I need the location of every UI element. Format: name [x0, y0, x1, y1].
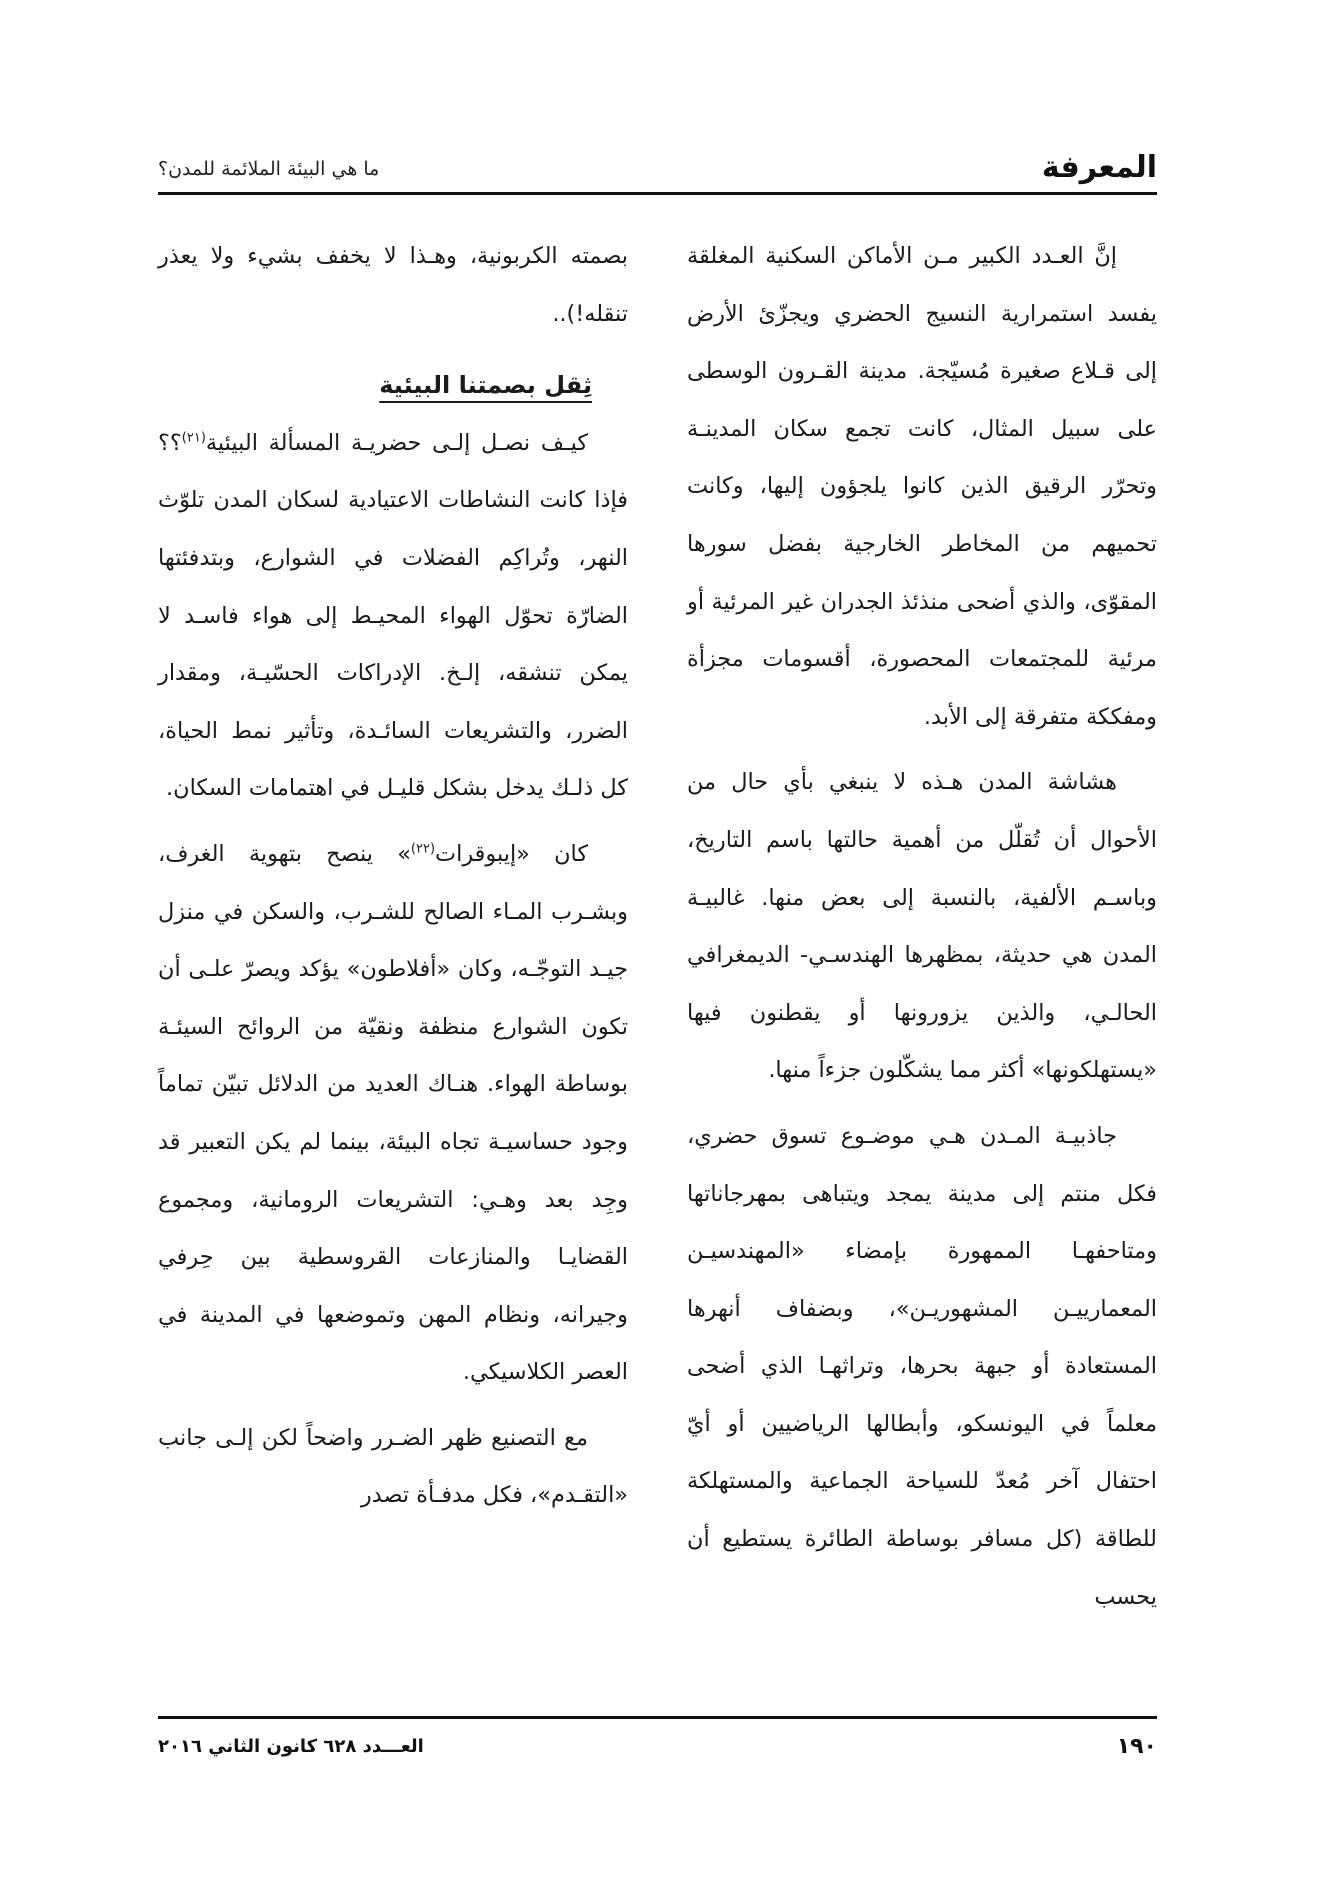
footnote-marker: (٢١)	[181, 430, 206, 446]
body-paragraph	[158, 415, 628, 818]
body-paragraph: هشاشة المدن هـذه لا ينبغي بأي حال من الأحوال أن تُقلّل من أهمية حالتها باسم التاريخ، وباسـم الألفية، بالنسبة إلى بعض منها. غالبيـة المدن هي حديثة، بمظهرها الهندسـي- الديمغرافي الحالـي، والذين يزورونها أو يقطنون فيها «يستهلكونها» أكثر مما يشكّلون جزءاً منها.	[687, 769, 1157, 1084]
issue-info: العـــدد ٦٢٨ كانون الثاني ٢٠١٦	[158, 1736, 424, 1757]
body-paragraph: مع التصنيع ظهر الضـرر واضحاً لكن إلـى جانب «التقـدم»، فكل مدفـأة تصدر	[158, 1424, 628, 1509]
footer-rule	[158, 1716, 1157, 1719]
page-number: ١٩٠	[1116, 1734, 1157, 1759]
running-title: ما هي البيئة الملائمة للمدن؟	[158, 158, 380, 180]
paragraph-text: ؟؟ فإذا كانت النشاطات الاعتيادية لسكان المدن تلوّث النهر، وتُراكِم الفضلات في الشوارع، وبتدفئتها الضارّة تحوّل الهواء المحيـط إلى هواء فاسـد لا يمكن تنشقه، إلـخ. الإدراكات الحسّيـة، ومقدار الضرر، والتشريعات السائـدة، وتأثير نمط الحياة، كل ذلـك يدخل بشكل قليـل في اهتمامات السكان.	[158, 429, 628, 802]
continued-paragraph: بصمته الكربونية، وهـذا لا يخفف بشيء ولا يعذر تنقله!)..	[158, 243, 628, 327]
paragraph-text: كيـف نصـل إلـى حضريـة المسألة البيئية	[205, 429, 588, 456]
paragraph-text: » ينصح بتهوية الغرف، وبشـرب المـاء الصالح للشـرب، والسكن في منزل جيـد التوجّـه، وكان «أفلاطون» يؤكد ويصرّ علـى أن تكون الشوارع منظفة ونقيّة من الروائح السيئـة بوساطة الهواء. هنـاك العديد من الدلائل تبيّن تماماً وجود حساسيـة تجاه البيئة، بينما لم يكن التعبير قد وجِد بعد وهـي: التشريعات الرومانية، ومجموع القضايـا والمنازعات القروسطية بين حِرفي وجيرانه، ونظام المهن وتموضعها في المدينة في العصر الكلاسيكي.	[158, 840, 628, 1386]
header-rule	[158, 192, 1157, 195]
right-column	[687, 228, 1157, 1634]
body-paragraph	[158, 826, 628, 1402]
section-heading: ثِقل بصمتنا البيئية	[379, 371, 592, 400]
body-paragraph: جاذبيـة المـدن هـي موضـوع تسوق حضري، فكل منتم إلى مدينة يمجد ويتباهى بمهرجاناتها ومتاحفهـا الممهورة بإمضاء «المهندسيـن المعمارييـن المشهوريـن»، وبضفاف أنهرها المستعادة أو جبهة بحرها، وتراثهـا الذي أضحى معلماً في اليونسكو، وأبطالها الرياضيين أو أيّ احتفال آخر مُعدّ للسياحة الجماعية والمستهلكة للطاقة (كل مسافر بوساطة الطائرة يستطيع أن يحسب	[687, 1122, 1157, 1610]
page-header	[158, 150, 1157, 186]
left-column	[158, 228, 628, 1533]
paragraph-text: كان «إيبوقرات	[435, 840, 588, 867]
body-paragraph: إنَّ العـدد الكبير مـن الأماكن السكنية المغلقة يفسد استمرارية النسيج الحضري ويجزّئ الأرض إلى قـلاع صغيرة مُسيّجة. مدينة القـرون الوسطى على سبيل المثال، كانت تجمع سكان المدينـة وتحرّر الرقيق الذين كانوا يلجؤون إليها، وكانت تحميهم من المخاطر الخارجية بفضل سورها المقوّى، والذي أضحى منذئذ الجدران غير المرئية أو مرئية للمجتمعات المحصورة، أقسومات مجزأة ومفككة متفرقة إلى الأبد.	[687, 243, 1157, 730]
footnote-marker: (٢٢)	[410, 841, 436, 857]
magazine-logo: المعرفة	[1041, 150, 1157, 185]
